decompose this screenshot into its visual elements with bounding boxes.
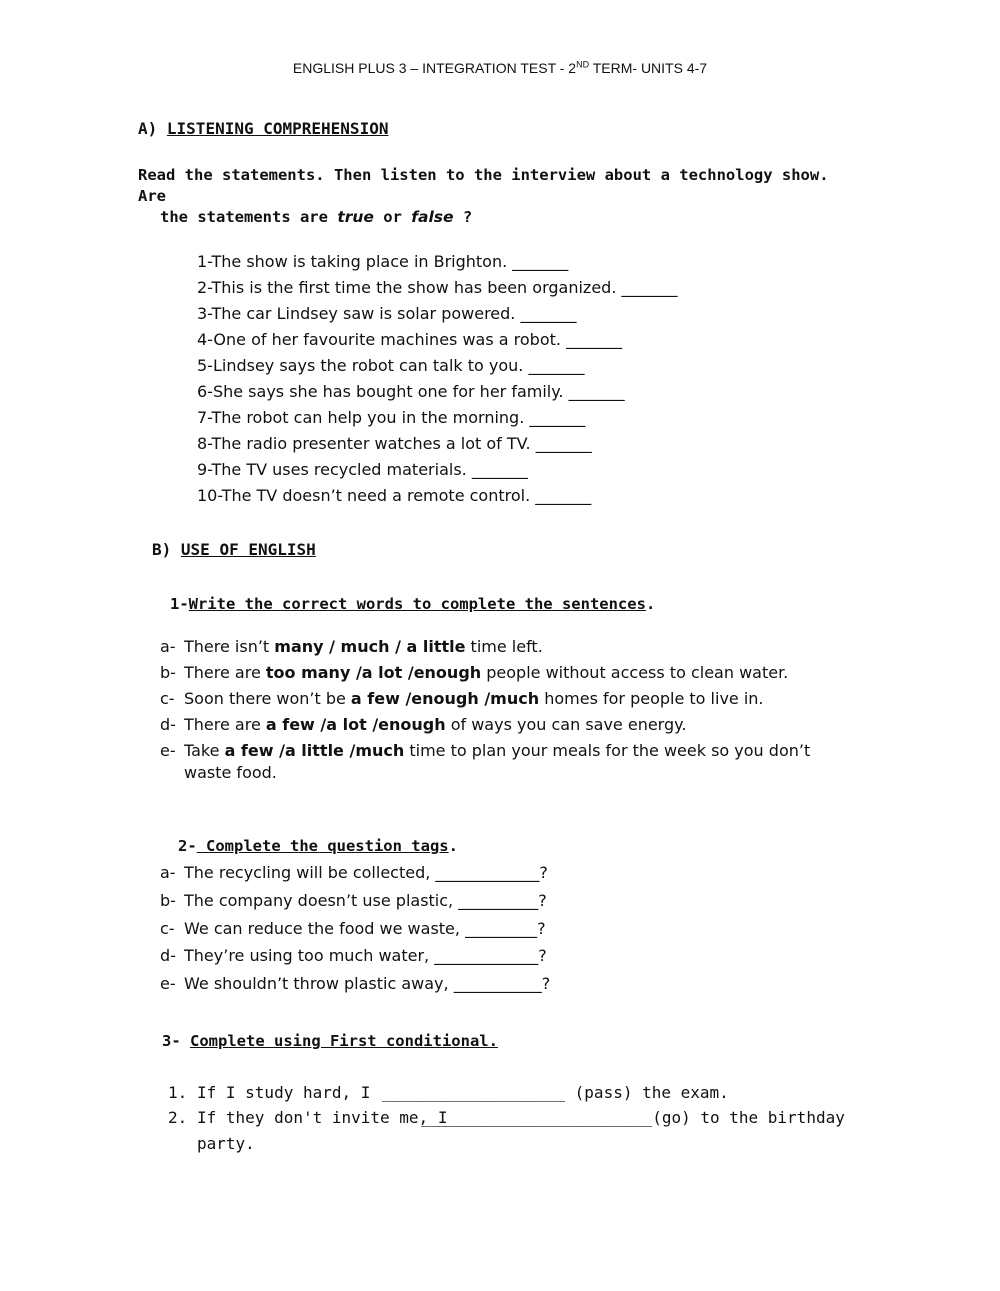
statement-6: 6-She says she has bought one for her family. _______ — [197, 382, 625, 401]
cond-item-2-number: 2. — [168, 1108, 188, 1127]
statement-5: 5-Lindsey says the robot can talk to you. _______ — [197, 356, 585, 375]
statement-2: 2-This is the first time the show has been organized. _______ — [197, 278, 678, 297]
ex2-item-c: c- We can reduce the food we waste, _________? — [160, 919, 546, 938]
ex1-item-d: d- There are a few /a lot /enough of ways you can save energy. — [160, 715, 687, 734]
ex2-item-d: d- They’re using too much water, _____________? — [160, 946, 547, 965]
ex1-item-a: a- There isn’t many / much / a little time left. — [160, 637, 543, 656]
cond-item-1-number: 1. — [168, 1083, 188, 1102]
statement-1: 1-The show is taking place in Brighton. _______ — [197, 252, 569, 271]
cond-item-1-rest: ___________________ (pass) the exam. — [382, 1083, 729, 1102]
exercise-1-title: 1-Write the correct words to complete the sentences. — [170, 595, 656, 613]
ex1-item-e: e- Take a few /a little /much time to plan your meals for the week so you don’t — [160, 741, 811, 760]
page-header: ENGLISH PLUS 3 – INTEGRATION TEST - 2ND TERM- UNITS 4-7 — [292, 59, 708, 76]
ex2-item-a: a- The recycling will be collected, _____________? — [160, 863, 548, 882]
section-a-heading: A) LISTENING COMPREHENSION — [138, 119, 389, 138]
exercise-3-title: 3- Complete using First conditional. — [162, 1032, 498, 1050]
cond-item-2-text: If they don't invite me, I — [197, 1108, 448, 1127]
cond-item-2-rest: ________________________(go) to the birthday — [421, 1108, 845, 1127]
cond-item-1-text: If I study hard, I — [197, 1083, 371, 1102]
statement-10: 10-The TV doesn’t need a remote control. _______ — [197, 486, 592, 505]
statement-7: 7-The robot can help you in the morning. _______ — [197, 408, 586, 427]
statement-4: 4-One of her favourite machines was a robot. _______ — [197, 330, 623, 349]
section-b-heading: B) USE OF ENGLISH — [152, 540, 316, 559]
exercise-2-title: 2- Complete the question tags. — [178, 837, 458, 855]
ex2-item-b: b- The company doesn’t use plastic, __________? — [160, 891, 547, 910]
ex1-item-c: c- Soon there won’t be a few /enough /much homes for people to live in. — [160, 689, 764, 708]
cond-item-2-continuation: party. — [197, 1134, 255, 1153]
ex1-item-b: b- There are too many /a lot /enough people without access to clean water. — [160, 663, 789, 682]
statement-8: 8-The radio presenter watches a lot of TV. _______ — [197, 434, 592, 453]
ex1-item-e-continuation: waste food. — [184, 763, 277, 782]
ex2-item-e: e- We shouldn’t throw plastic away, ___________? — [160, 974, 551, 993]
statement-3: 3-The car Lindsey saw is solar powered. _______ — [197, 304, 577, 323]
section-a-instruction: Read the statements. Then listen to the interview about a technology show. Are the statements are true or false ? — [138, 166, 829, 226]
statement-9: 9-The TV uses recycled materials. _______ — [197, 460, 528, 479]
header-superscript: ND — [576, 59, 590, 70]
